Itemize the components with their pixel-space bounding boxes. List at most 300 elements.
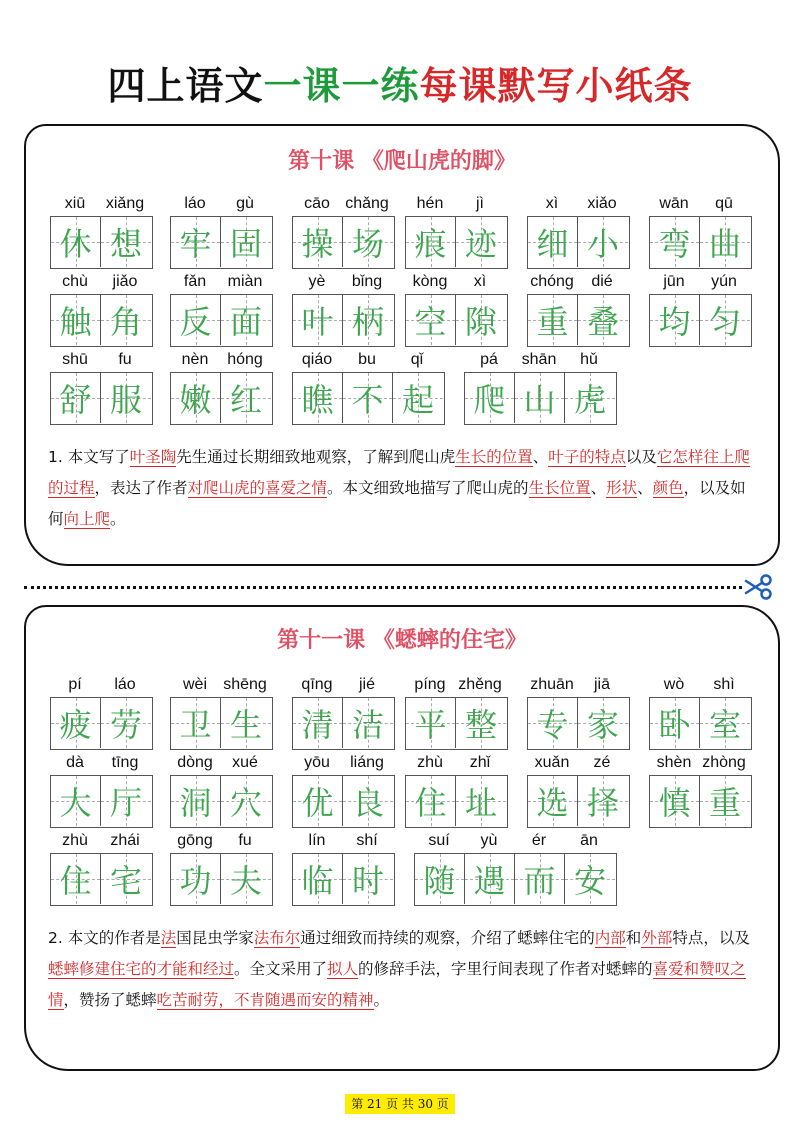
word-item xyxy=(405,751,508,829)
character: 整 xyxy=(464,706,497,744)
word-item xyxy=(527,192,630,270)
lesson-10-summary xyxy=(48,442,760,535)
answer-text: 叶圣陶 xyxy=(129,448,177,466)
pinyin-label: shí xyxy=(356,832,378,849)
answer-text: 蟋蟀修建住宅的才能和经过 xyxy=(48,960,235,978)
pinyin-label: lín xyxy=(308,832,326,849)
lesson-10-card xyxy=(24,124,780,566)
character-boxes xyxy=(50,775,153,828)
tianzige-box xyxy=(51,217,101,267)
character: 择 xyxy=(586,784,619,822)
pinyin-label: xiǎo xyxy=(587,195,617,212)
word-item xyxy=(292,829,395,907)
character: 劳 xyxy=(109,706,142,744)
answer-text: 向上爬 xyxy=(63,510,111,528)
pinyin-row xyxy=(527,673,630,697)
character-boxes xyxy=(50,216,153,269)
pinyin-row xyxy=(50,192,153,216)
pinyin-label: kòng xyxy=(412,273,448,290)
character: 弯 xyxy=(658,225,691,263)
character: 厅 xyxy=(109,784,142,822)
character: 痕 xyxy=(414,225,447,263)
word-item xyxy=(649,192,752,270)
character-boxes xyxy=(649,294,752,347)
tianzige-box xyxy=(101,217,151,267)
tianzige-box xyxy=(51,854,101,904)
character-boxes xyxy=(292,697,395,750)
tianzige-box xyxy=(406,217,456,267)
character-boxes xyxy=(170,697,273,750)
pinyin-row xyxy=(649,192,752,216)
summary-text: 特点，以及 xyxy=(672,929,750,947)
summary-text: 、 xyxy=(590,479,607,497)
pinyin-label: fu xyxy=(238,832,252,849)
tianzige-box xyxy=(221,373,271,423)
pinyin-label: wān xyxy=(659,195,689,212)
lesson-11-summary xyxy=(48,923,760,1016)
tianzige-box xyxy=(393,373,443,423)
word-item xyxy=(405,192,508,270)
tianzige-box xyxy=(221,698,271,748)
tianzige-box xyxy=(700,698,750,748)
pinyin-label: shēng xyxy=(223,676,267,693)
pinyin-label: gōng xyxy=(177,832,213,849)
title-part-red: 每课默写小纸条 xyxy=(419,64,693,108)
word-item xyxy=(50,829,153,907)
tianzige-box xyxy=(101,776,151,826)
lesson-11-title: 第十一课 《蟋蟀的住宅》 xyxy=(277,628,527,653)
character-boxes xyxy=(649,775,752,828)
character: 触 xyxy=(59,303,92,341)
character: 专 xyxy=(536,706,569,744)
character-boxes xyxy=(50,853,153,906)
character-boxes xyxy=(170,775,273,828)
tianzige-box xyxy=(343,698,393,748)
word-item xyxy=(649,751,752,829)
character-boxes xyxy=(405,294,508,347)
page-title xyxy=(0,55,800,110)
character-boxes xyxy=(50,697,153,750)
character: 随 xyxy=(423,862,456,900)
word-item xyxy=(527,751,630,829)
character-boxes xyxy=(649,697,752,750)
tianzige-box xyxy=(406,698,456,748)
pinyin-label: zhù xyxy=(417,754,443,771)
pinyin-label: wèi xyxy=(182,676,207,693)
tianzige-box xyxy=(171,373,221,423)
character: 临 xyxy=(301,862,334,900)
character: 家 xyxy=(586,706,619,744)
pinyin-row xyxy=(170,270,273,294)
tianzige-box xyxy=(456,698,506,748)
pinyin-row xyxy=(527,751,630,775)
pinyin-label: bǐng xyxy=(351,273,383,290)
character: 生 xyxy=(229,706,262,744)
pinyin-row xyxy=(292,673,395,697)
tianzige-box xyxy=(221,217,271,267)
pinyin-label: xì xyxy=(473,273,487,290)
tianzige-box xyxy=(101,698,151,748)
character: 选 xyxy=(536,784,569,822)
tianzige-box xyxy=(51,373,101,423)
tianzige-box xyxy=(528,217,578,267)
character-boxes xyxy=(170,216,273,269)
character: 宅 xyxy=(109,862,142,900)
pinyin-label: ér xyxy=(531,832,547,849)
character: 山 xyxy=(523,381,556,419)
tianzige-box xyxy=(650,776,700,826)
summary-text: 2. 本文的作者是 xyxy=(48,929,161,947)
pinyin-label: fǎn xyxy=(183,273,207,290)
pinyin-label: suí xyxy=(428,832,450,849)
character-boxes xyxy=(405,775,508,828)
character-boxes xyxy=(414,853,617,906)
pinyin-label: yún xyxy=(711,273,737,290)
character-boxes xyxy=(405,216,508,269)
title-part-black: 四上语文 xyxy=(107,64,264,108)
character-boxes xyxy=(527,216,630,269)
character: 住 xyxy=(59,862,92,900)
pinyin-label: shū xyxy=(62,351,88,368)
answer-text: 叶子的特点 xyxy=(548,448,626,466)
word-item xyxy=(170,192,273,270)
character: 反 xyxy=(179,303,212,341)
tianzige-box xyxy=(578,217,628,267)
character: 址 xyxy=(464,784,497,822)
pinyin-label: láo xyxy=(184,195,206,212)
pinyin-label: miàn xyxy=(227,273,263,290)
character: 洁 xyxy=(351,706,384,744)
tianzige-box xyxy=(171,854,221,904)
answer-text: 喜爱和赞叹之情 xyxy=(48,960,746,1009)
answer-text: 法 xyxy=(160,929,177,947)
pinyin-label: bu xyxy=(358,351,376,368)
summary-text: 。全文采用了 xyxy=(234,960,328,978)
pinyin-row xyxy=(649,751,752,775)
pinyin-label: xuǎn xyxy=(534,754,570,771)
pinyin-row xyxy=(50,829,153,853)
pinyin-label: hén xyxy=(416,195,444,212)
character: 细 xyxy=(536,225,569,263)
tianzige-box xyxy=(700,295,750,345)
answer-text: 吃苦耐劳，不肯随遇而安的精神 xyxy=(156,991,374,1009)
pinyin-label: ān xyxy=(580,832,598,849)
character: 舒 xyxy=(59,381,92,419)
lesson-10-title: 第十课 《爬山虎的脚》 xyxy=(288,149,516,174)
tianzige-box xyxy=(456,217,506,267)
tianzige-box xyxy=(406,295,456,345)
pinyin-label: fu xyxy=(118,351,132,368)
character-boxes xyxy=(292,372,445,425)
character-boxes xyxy=(649,216,752,269)
tianzige-box xyxy=(293,854,343,904)
tianzige-box xyxy=(293,373,343,423)
pinyin-label: shì xyxy=(713,676,735,693)
pinyin-row xyxy=(170,751,273,775)
tianzige-box xyxy=(565,854,615,904)
word-item xyxy=(170,348,273,426)
answer-text: 拟人 xyxy=(327,960,359,978)
character: 场 xyxy=(351,225,384,263)
word-item xyxy=(50,348,153,426)
pinyin-label: dà xyxy=(66,754,84,771)
pinyin-label: dòng xyxy=(177,754,213,771)
tianzige-box xyxy=(171,776,221,826)
tianzige-box xyxy=(343,217,393,267)
character: 爬 xyxy=(473,381,506,419)
word-item xyxy=(50,270,153,348)
tianzige-box xyxy=(293,776,343,826)
character: 卧 xyxy=(658,706,691,744)
pinyin-label: hǔ xyxy=(580,351,598,368)
character: 功 xyxy=(179,862,212,900)
summary-text: 以及 xyxy=(625,448,657,466)
character: 而 xyxy=(523,862,556,900)
title-part-green: 一课一练 xyxy=(263,64,420,108)
answer-text: 法布尔 xyxy=(253,929,301,947)
tianzige-box xyxy=(415,854,465,904)
character: 叠 xyxy=(586,303,619,341)
character: 重 xyxy=(708,784,741,822)
pinyin-row xyxy=(170,829,273,853)
character-boxes xyxy=(527,775,630,828)
pinyin-row xyxy=(50,751,153,775)
character-boxes xyxy=(292,775,395,828)
word-item xyxy=(170,751,273,829)
tianzige-box xyxy=(456,776,506,826)
pinyin-label: jūn xyxy=(663,273,685,290)
pinyin-label: qīng xyxy=(301,676,333,693)
pinyin-label: qū xyxy=(715,195,733,212)
pinyin-label: dié xyxy=(591,273,613,290)
answer-text: 形状 xyxy=(606,479,638,497)
tianzige-box xyxy=(528,295,578,345)
summary-text: 。 xyxy=(373,991,390,1009)
pinyin-label: chù xyxy=(62,273,88,290)
tianzige-box xyxy=(650,295,700,345)
character: 休 xyxy=(59,225,92,263)
tianzige-box xyxy=(578,698,628,748)
pinyin-row xyxy=(527,270,630,294)
word-item xyxy=(50,751,153,829)
tianzige-box xyxy=(293,698,343,748)
character: 牢 xyxy=(179,225,212,263)
pinyin-label: xué xyxy=(232,754,258,771)
character: 红 xyxy=(229,381,262,419)
summary-text: ，表达了作者 xyxy=(94,479,188,497)
word-item xyxy=(170,270,273,348)
pinyin-label: gù xyxy=(236,195,254,212)
character: 良 xyxy=(351,784,384,822)
character: 时 xyxy=(351,862,384,900)
lesson-11-card xyxy=(24,605,780,1071)
tianzige-box xyxy=(343,776,393,826)
tianzige-box xyxy=(221,295,271,345)
pinyin-label: jié xyxy=(358,676,375,693)
pinyin-label: zhòng xyxy=(702,754,746,771)
tianzige-box xyxy=(101,854,151,904)
character-boxes xyxy=(292,294,395,347)
page-number-footer: 第 21 页 共 30 页 xyxy=(345,1094,455,1114)
character: 瞧 xyxy=(301,381,334,419)
word-item xyxy=(527,673,630,751)
pinyin-label: xiǎng xyxy=(105,195,145,212)
tianzige-box xyxy=(343,373,393,423)
pinyin-row xyxy=(405,270,508,294)
character-boxes xyxy=(527,697,630,750)
word-item xyxy=(405,673,508,751)
tianzige-box xyxy=(465,373,515,423)
character: 想 xyxy=(109,225,142,263)
word-item xyxy=(464,348,617,426)
tianzige-box xyxy=(578,295,628,345)
tianzige-box xyxy=(528,776,578,826)
tianzige-box xyxy=(700,776,750,826)
pinyin-row xyxy=(527,192,630,216)
pinyin-row xyxy=(405,192,508,216)
pinyin-row xyxy=(170,192,273,216)
summary-text: 国昆虫学家 xyxy=(176,929,254,947)
character-boxes xyxy=(292,853,395,906)
character-boxes xyxy=(170,372,273,425)
pinyin-label: xì xyxy=(545,195,559,212)
character: 操 xyxy=(301,225,334,263)
character: 小 xyxy=(586,225,619,263)
pinyin-label: zhuān xyxy=(530,676,574,693)
pinyin-label: cāo xyxy=(304,195,330,212)
pinyin-row xyxy=(292,270,395,294)
word-item xyxy=(649,270,752,348)
pinyin-row xyxy=(50,348,153,372)
pinyin-row xyxy=(292,348,445,372)
answer-text: 颜色 xyxy=(652,479,684,497)
pinyin-label: chóng xyxy=(530,273,574,290)
pinyin-label: láo xyxy=(114,676,136,693)
pinyin-label: yù xyxy=(480,832,498,849)
tianzige-box xyxy=(406,776,456,826)
word-item xyxy=(292,673,395,751)
pinyin-label: yè xyxy=(308,273,326,290)
tianzige-box xyxy=(343,295,393,345)
pinyin-label: chǎng xyxy=(345,195,389,212)
summary-text: ，赞扬了蟋蟀 xyxy=(63,991,157,1009)
character: 角 xyxy=(109,303,142,341)
pinyin-label: zhái xyxy=(110,832,140,849)
tianzige-box xyxy=(565,373,615,423)
character: 面 xyxy=(229,303,262,341)
word-item xyxy=(292,751,395,829)
tianzige-box xyxy=(171,698,221,748)
tianzige-box xyxy=(515,373,565,423)
character-boxes xyxy=(170,853,273,906)
cut-line-divider xyxy=(24,586,742,589)
pinyin-row xyxy=(405,673,508,697)
character: 匀 xyxy=(708,303,741,341)
character-boxes xyxy=(464,372,617,425)
tianzige-box xyxy=(101,373,151,423)
pinyin-row xyxy=(50,673,153,697)
tianzige-box xyxy=(51,776,101,826)
character-boxes xyxy=(170,294,273,347)
character: 重 xyxy=(536,303,569,341)
character-boxes xyxy=(50,294,153,347)
pinyin-label: nèn xyxy=(181,351,209,368)
character: 穴 xyxy=(229,784,262,822)
character: 住 xyxy=(414,784,447,822)
character-boxes xyxy=(405,697,508,750)
character-boxes xyxy=(50,372,153,425)
pinyin-row xyxy=(649,673,752,697)
answer-text: 外部 xyxy=(641,929,673,947)
pinyin-label: shèn xyxy=(656,754,692,771)
pinyin-row xyxy=(292,751,395,775)
tianzige-box xyxy=(101,295,151,345)
summary-text: 、 xyxy=(637,479,653,497)
word-item xyxy=(170,829,273,907)
pinyin-row xyxy=(464,348,617,372)
character: 清 xyxy=(301,706,334,744)
character: 平 xyxy=(414,706,447,744)
character: 虎 xyxy=(573,381,606,419)
tianzige-box xyxy=(578,776,628,826)
pinyin-row xyxy=(649,270,752,294)
answer-text: 生长位置 xyxy=(528,479,591,497)
tianzige-box xyxy=(293,295,343,345)
word-item xyxy=(50,673,153,751)
character: 空 xyxy=(414,303,447,341)
word-item xyxy=(50,192,153,270)
tianzige-box xyxy=(51,698,101,748)
pinyin-row xyxy=(170,348,273,372)
pinyin-row xyxy=(405,751,508,775)
word-item xyxy=(414,829,617,907)
character: 慎 xyxy=(658,784,691,822)
summary-text: 、 xyxy=(532,448,549,466)
tianzige-box xyxy=(171,217,221,267)
character-boxes xyxy=(292,216,395,269)
word-item xyxy=(292,192,395,270)
summary-text: 。本文细致地描写了爬山虎的 xyxy=(327,479,529,497)
pinyin-row xyxy=(292,192,395,216)
answer-text: 对爬山虎的喜爱之情 xyxy=(187,479,328,497)
character: 大 xyxy=(59,784,92,822)
character: 服 xyxy=(109,381,142,419)
character: 夫 xyxy=(229,862,262,900)
word-item xyxy=(170,673,273,751)
tianzige-box xyxy=(528,698,578,748)
character: 嫩 xyxy=(179,381,212,419)
answer-text: 生长的位置 xyxy=(455,448,533,466)
tianzige-box xyxy=(650,698,700,748)
pinyin-label: pí xyxy=(68,676,82,693)
character: 安 xyxy=(573,862,606,900)
pinyin-label: zhǐ xyxy=(469,754,491,771)
pinyin-label: hóng xyxy=(227,351,263,368)
character: 洞 xyxy=(179,784,212,822)
pinyin-label: jì xyxy=(476,195,484,212)
character: 卫 xyxy=(179,706,212,744)
word-item xyxy=(649,673,752,751)
pinyin-label: jiǎo xyxy=(112,273,138,290)
character: 不 xyxy=(351,381,384,419)
pinyin-label: jiā xyxy=(593,676,610,693)
character: 优 xyxy=(301,784,334,822)
character: 疲 xyxy=(59,706,92,744)
character: 遇 xyxy=(473,862,506,900)
character: 柄 xyxy=(351,303,384,341)
tianzige-box xyxy=(343,854,393,904)
pinyin-row xyxy=(292,829,395,853)
